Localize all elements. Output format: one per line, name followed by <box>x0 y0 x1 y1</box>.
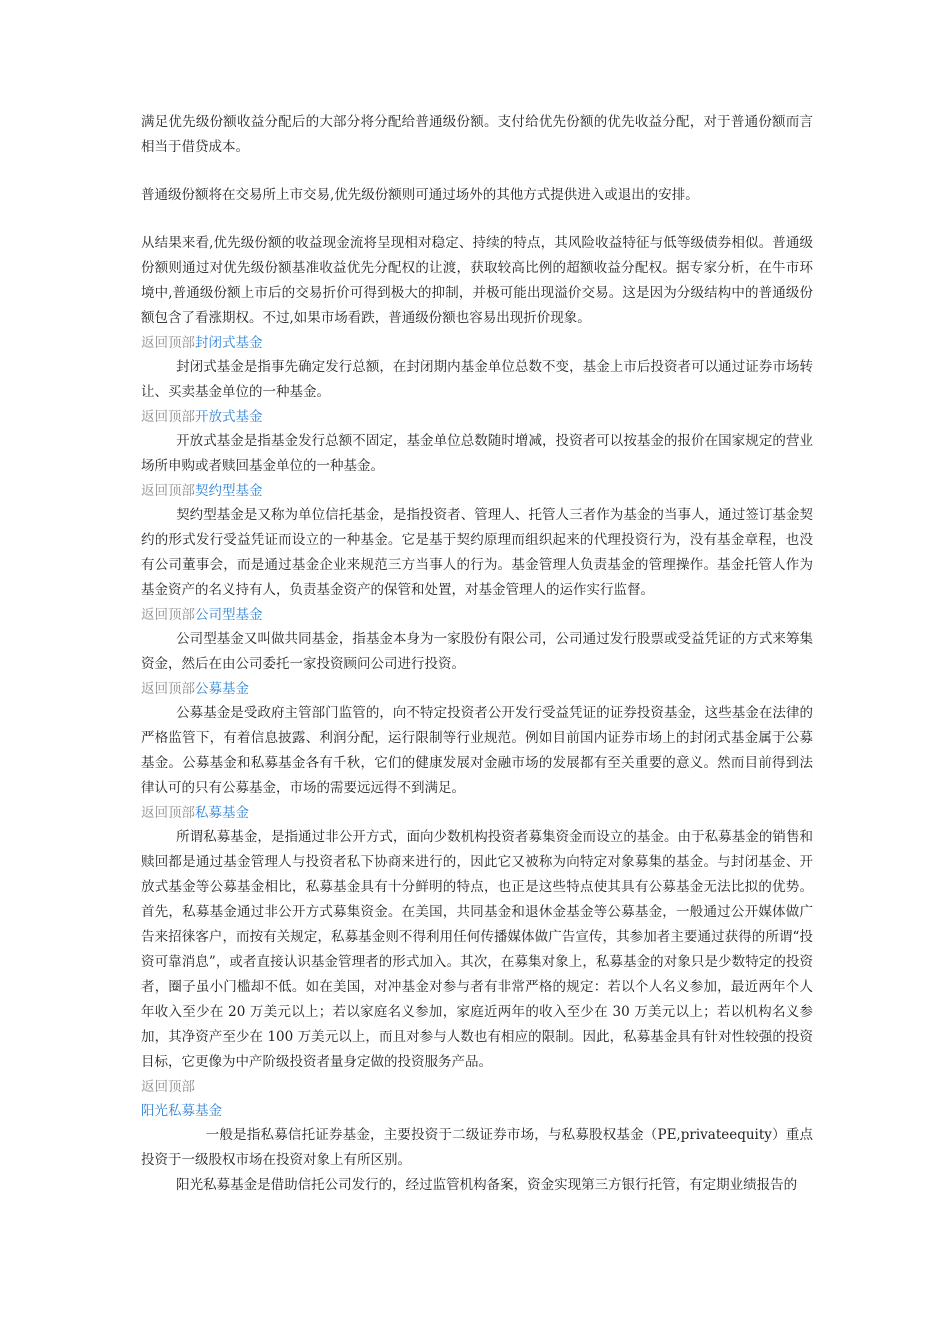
back-to-top-link[interactable]: 返回顶部 <box>141 805 195 821</box>
back-to-top-link[interactable]: 返回顶部 <box>141 607 195 623</box>
section-body-corporate: 公司型基金又叫做共同基金，指基金本身为一家股份有限公司，公司通过发行股票或受益凭证的方式来筹集资金，然后在由公司委托一家投资顾问公司进行投资。 <box>141 631 813 672</box>
back-to-top-link[interactable]: 返回顶部 <box>141 681 195 697</box>
section-link-open-end[interactable]: 开放式基金 <box>195 409 263 425</box>
back-to-top-standalone <box>141 1075 813 1099</box>
section-link-public[interactable]: 公募基金 <box>195 681 249 697</box>
intro-paragraph-2: 普通级份额将在交易所上市交易,优先级份额则可通过场外的其他方式提供进入或退出的安排。 <box>141 187 699 203</box>
section-nav-sunshine <box>141 1099 813 1123</box>
back-to-top-link[interactable]: 返回顶部 <box>141 409 195 425</box>
section-nav-private <box>141 801 813 825</box>
section-nav-contract <box>141 479 813 503</box>
section-body-open-end: 开放式基金是指基金发行总额不固定，基金单位总数随时增减，投资者可以按基金的报价在国家规定的营业场所申购或者赎回基金单位的一种基金。 <box>141 433 813 474</box>
section-nav-open-end <box>141 405 813 429</box>
section-link-corporate[interactable]: 公司型基金 <box>195 607 263 623</box>
section-link-sunshine[interactable]: 阳光私募基金 <box>141 1103 222 1119</box>
section-body-contract: 契约型基金是又称为单位信托基金，是指投资者、管理人、托管人三者作为基金的当事人，通过签订基金契约的形式发行受益凭证而设立的一种基金。它是基于契约原理而组织起来的代理投资行为，没有基金章程，也没有公司董事会，而是通过基金企业来规范三方当事人的行为。基金管理人负责基金的管理操作。基金托管人作为基金资产的名义持有人，负责基金资产的保管和处置，对基金管理人的运作实行监督。 <box>141 507 813 598</box>
section-link-private[interactable]: 私募基金 <box>195 805 249 821</box>
intro-paragraph-1: 满足优先级份额收益分配后的大部分将分配给普通级份额。支付给优先份额的优先收益分配，对于普通份额而言相当于借贷成本。 <box>141 114 813 155</box>
back-to-top-link[interactable]: 返回顶部 <box>141 1079 195 1095</box>
sunshine-paragraph-2: 阳光私募基金是借助信托公司发行的，经过监管机构备案，资金实现第三方银行托管，有定期业绩报告的 <box>176 1177 798 1193</box>
section-body-private: 所谓私募基金，是指通过非公开方式，面向少数机构投资者募集资金而设立的基金。由于私募基金的销售和赎回都是通过基金管理人与投资者私下协商来进行的，因此它又被称为向特定对象募集的基金。与封闭基金、开放式基金等公募基金相比，私募基金具有十分鲜明的特点，也正是这些特点使其具有公募基金无法比拟的优势。首先，私募基金通过非公开方式募集资金。在美国，共同基金和退休金基金等公募基金，一般通过公开媒体做广告来招徕客户，而按有关规定，私募基金则不得利用任何传播媒体做广告宣传，其参加者主要通过获得的所谓“投资可靠消息”，或者直接认识基金管理者的形式加入。其次，在募集对象上，私募基金的对象只是少数特定的投资者，圈子虽小门槛却不低。如在美国，对冲基金对参与者有非常严格的规定：若以个人名义参加，最近两年个人年收入至少在 20 万美元以上；若以家庭名义参加，家庭近两年的收入至少在 30 万美元以上；若以机构名义参加，其净资产至少在 100 万美元以上，而且对参与人数也有相应的限制。因此，私募基金具有针对性较强的投资目标，它更像为中产阶级投资者量身定做的投资服务产品。 <box>141 829 813 1070</box>
section-nav-closed-end <box>141 331 813 355</box>
section-link-closed-end[interactable]: 封闭式基金 <box>195 335 263 351</box>
section-nav-public <box>141 677 813 701</box>
section-body-closed-end: 封闭式基金是指事先确定发行总额，在封闭期内基金单位总数不变，基金上市后投资者可以通过证券市场转让、买卖基金单位的一种基金。 <box>141 359 813 400</box>
section-nav-corporate <box>141 603 813 627</box>
section-body-public: 公募基金是受政府主管部门监管的，向不特定投资者公开发行受益凭证的证券投资基金，这些基金在法律的严格监管下，有着信息披露、利润分配，运行限制等行业规范。例如目前国内证券市场上的封闭式基金属于公募基金。公募基金和私募基金各有千秋，它们的健康发展对金融市场的发展都有至关重要的意义。然而目前得到法律认可的只有公募基金，市场的需要远远得不到满足。 <box>141 705 813 796</box>
back-to-top-link[interactable]: 返回顶部 <box>141 335 195 351</box>
sunshine-paragraph-1: 一般是指私募信托证券基金，主要投资于二级证券市场，与私募股权基金（PE,privateequity）重点投资于一级股权市场在投资对象上有所区别。 <box>141 1127 813 1168</box>
intro-paragraph-3: 从结果来看,优先级份额的收益现金流将呈现相对稳定、持续的特点，其风险收益特征与低等级债券相似。普通级份额则通过对优先级份额基准收益优先分配权的让渡，获取较高比例的超额收益分配权。据专家分析，在牛市环境中,普通级份额上市后的交易折价可得到极大的抑制，并极可能出现溢价交易。这是因为分级结构中的普通级份额包含了看涨期权。不过,如果市场看跌，普通级份额也容易出现折价现象。 <box>141 235 813 326</box>
document-page <box>141 110 813 1198</box>
back-to-top-link[interactable]: 返回顶部 <box>141 483 195 499</box>
section-link-contract[interactable]: 契约型基金 <box>195 483 263 499</box>
